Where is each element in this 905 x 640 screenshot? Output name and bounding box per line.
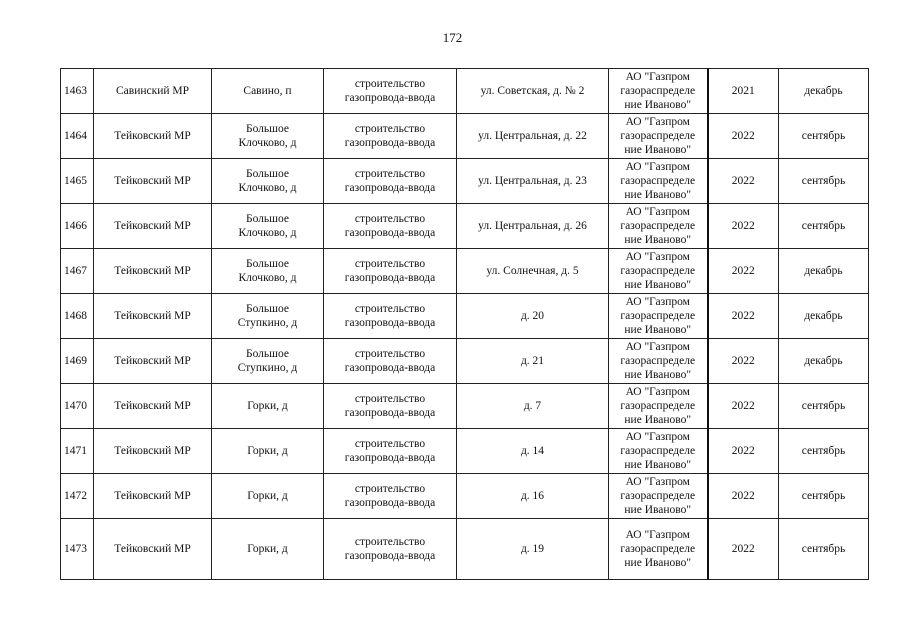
locality-line: Горки, д	[247, 490, 288, 502]
locality-cell	[212, 474, 324, 519]
organization-line: АО "Газпром	[625, 71, 690, 83]
work-type-line: строительство	[354, 536, 426, 548]
organization-line: газораспределе	[620, 175, 696, 187]
month-cell: сентябрь	[779, 519, 869, 580]
organization-cell	[609, 249, 708, 294]
organization-line: газораспределе	[620, 490, 696, 502]
locality-cell	[212, 384, 324, 429]
table-row	[61, 159, 869, 204]
locality-line: Горки, д	[247, 445, 288, 457]
row-number-cell: 1465	[61, 159, 94, 204]
work-type-line: строительство	[354, 78, 426, 90]
locality-line: Большое	[245, 303, 290, 315]
locality-line: Савино, п	[243, 85, 292, 97]
organization-line: газораспределе	[620, 355, 696, 367]
address-cell: д. 7	[457, 384, 609, 429]
table-row	[61, 339, 869, 384]
organization-line: АО "Газпром	[625, 476, 690, 488]
address-cell: д. 14	[457, 429, 609, 474]
locality-cell	[212, 249, 324, 294]
district-cell: Тейковский МР	[94, 474, 212, 519]
district-cell: Тейковский МР	[94, 339, 212, 384]
work-type-line: газопровода-ввода	[344, 182, 436, 194]
year-cell: 2022	[708, 474, 779, 519]
organization-line: газораспределе	[620, 85, 696, 97]
work-type-cell	[324, 204, 457, 249]
organization-line: ние Иваново"	[624, 369, 692, 381]
month-cell: сентябрь	[779, 429, 869, 474]
table-row	[61, 474, 869, 519]
row-number-cell: 1473	[61, 519, 94, 580]
organization-line: ние Иваново"	[624, 324, 692, 336]
table-body	[61, 69, 869, 580]
locality-line: Клочково, д	[238, 227, 297, 239]
work-type-line: газопровода-ввода	[344, 227, 436, 239]
table-row	[61, 204, 869, 249]
address-cell: ул. Советская, д. № 2	[457, 69, 609, 114]
address-cell: д. 19	[457, 519, 609, 580]
organization-line: АО "Газпром	[625, 161, 690, 173]
work-type-cell	[324, 294, 457, 339]
row-number-cell: 1469	[61, 339, 94, 384]
table-row	[61, 294, 869, 339]
work-type-line: газопровода-ввода	[344, 317, 436, 329]
row-number-cell: 1466	[61, 204, 94, 249]
organization-line: АО "Газпром	[625, 296, 690, 308]
work-type-line: газопровода-ввода	[344, 407, 436, 419]
district-cell: Тейковский МР	[94, 429, 212, 474]
table-row	[61, 114, 869, 159]
organization-cell	[609, 384, 708, 429]
locality-line: Большое	[245, 348, 290, 360]
row-number-cell: 1471	[61, 429, 94, 474]
year-cell: 2022	[708, 249, 779, 294]
organization-line: ние Иваново"	[624, 504, 692, 516]
work-type-line: газопровода-ввода	[344, 92, 436, 104]
organization-line: ние Иваново"	[624, 99, 692, 111]
work-type-line: строительство	[354, 258, 426, 270]
organization-line: ние Иваново"	[624, 414, 692, 426]
work-type-cell	[324, 114, 457, 159]
year-cell: 2022	[708, 294, 779, 339]
locality-cell	[212, 114, 324, 159]
organization-line: газораспределе	[620, 265, 696, 277]
organization-line: АО "Газпром	[625, 206, 690, 218]
year-cell: 2021	[708, 69, 779, 114]
work-type-cell	[324, 339, 457, 384]
month-cell: сентябрь	[779, 159, 869, 204]
organization-line: ние Иваново"	[624, 459, 692, 471]
table-row	[61, 384, 869, 429]
locality-line: Клочково, д	[238, 272, 297, 284]
gas-connection-table	[60, 68, 869, 580]
organization-cell	[609, 339, 708, 384]
row-number-cell: 1467	[61, 249, 94, 294]
month-cell: сентябрь	[779, 204, 869, 249]
organization-line: АО "Газпром	[625, 251, 690, 263]
locality-line: Большое	[245, 213, 290, 225]
locality-cell	[212, 204, 324, 249]
work-type-line: газопровода-ввода	[344, 550, 436, 562]
locality-line: Горки, д	[247, 543, 288, 555]
district-cell: Тейковский МР	[94, 384, 212, 429]
month-cell: декабрь	[779, 339, 869, 384]
organization-cell	[609, 114, 708, 159]
work-type-cell	[324, 474, 457, 519]
page-number: 172	[442, 30, 463, 45]
organization-line: ние Иваново"	[624, 234, 692, 246]
district-cell: Тейковский МР	[94, 114, 212, 159]
organization-line: газораспределе	[620, 220, 696, 232]
organization-line: АО "Газпром	[625, 386, 690, 398]
row-number-cell: 1468	[61, 294, 94, 339]
work-type-line: строительство	[354, 213, 426, 225]
work-type-line: строительство	[354, 348, 426, 360]
locality-cell	[212, 519, 324, 580]
organization-line: АО "Газпром	[625, 116, 690, 128]
district-cell: Тейковский МР	[94, 249, 212, 294]
district-cell: Тейковский МР	[94, 159, 212, 204]
locality-cell	[212, 429, 324, 474]
address-cell: д. 16	[457, 474, 609, 519]
work-type-line: газопровода-ввода	[344, 497, 436, 509]
year-cell: 2022	[708, 384, 779, 429]
district-cell: Тейковский МР	[94, 204, 212, 249]
district-cell: Савинский МР	[94, 69, 212, 114]
row-number-cell: 1464	[61, 114, 94, 159]
organization-line: ние Иваново"	[624, 279, 692, 291]
work-type-line: газопровода-ввода	[344, 362, 436, 374]
organization-line: ние Иваново"	[624, 144, 692, 156]
work-type-cell	[324, 519, 457, 580]
year-cell: 2022	[708, 429, 779, 474]
district-cell: Тейковский МР	[94, 294, 212, 339]
locality-line: Ступкино, д	[237, 362, 298, 374]
locality-line: Клочково, д	[238, 182, 297, 194]
organization-line: газораспределе	[620, 400, 696, 412]
organization-line: АО "Газпром	[625, 341, 690, 353]
locality-line: Большое	[245, 123, 290, 135]
address-cell: ул. Солнечная, д. 5	[457, 249, 609, 294]
locality-cell	[212, 339, 324, 384]
address-cell: ул. Центральная, д. 23	[457, 159, 609, 204]
organization-line: газораспределе	[620, 445, 696, 457]
organization-cell	[609, 519, 708, 580]
locality-cell	[212, 159, 324, 204]
locality-line: Большое	[245, 168, 290, 180]
locality-cell	[212, 69, 324, 114]
table-row	[61, 429, 869, 474]
work-type-cell	[324, 249, 457, 294]
locality-cell	[212, 294, 324, 339]
organization-cell	[609, 474, 708, 519]
year-cell: 2022	[708, 204, 779, 249]
address-cell: д. 20	[457, 294, 609, 339]
organization-cell	[609, 294, 708, 339]
district-cell: Тейковский МР	[94, 519, 212, 580]
month-cell: сентябрь	[779, 474, 869, 519]
address-cell: ул. Центральная, д. 26	[457, 204, 609, 249]
month-cell: декабрь	[779, 69, 869, 114]
year-cell: 2022	[708, 159, 779, 204]
organization-cell	[609, 69, 708, 114]
work-type-line: газопровода-ввода	[344, 137, 436, 149]
work-type-line: строительство	[354, 168, 426, 180]
organization-cell	[609, 429, 708, 474]
locality-line: Ступкино, д	[237, 317, 298, 329]
work-type-line: строительство	[354, 393, 426, 405]
organization-line: газораспределе	[620, 543, 696, 555]
work-type-line: строительство	[354, 483, 426, 495]
work-type-line: строительство	[354, 438, 426, 450]
row-number-cell: 1463	[61, 69, 94, 114]
work-type-cell	[324, 159, 457, 204]
organization-line: АО "Газпром	[625, 431, 690, 443]
organization-line: газораспределе	[620, 310, 696, 322]
address-cell: д. 21	[457, 339, 609, 384]
organization-cell	[609, 204, 708, 249]
table-row	[61, 519, 869, 580]
month-cell: сентябрь	[779, 384, 869, 429]
work-type-cell	[324, 384, 457, 429]
work-type-line: строительство	[354, 303, 426, 315]
locality-line: Горки, д	[247, 400, 288, 412]
organization-line: ние Иваново"	[624, 557, 692, 569]
month-cell: сентябрь	[779, 114, 869, 159]
organization-cell	[609, 159, 708, 204]
work-type-cell	[324, 429, 457, 474]
year-cell: 2022	[708, 339, 779, 384]
work-type-line: газопровода-ввода	[344, 272, 436, 284]
table-row	[61, 69, 869, 114]
organization-line: ние Иваново"	[624, 189, 692, 201]
year-cell: 2022	[708, 519, 779, 580]
row-number-cell: 1472	[61, 474, 94, 519]
row-number-cell: 1470	[61, 384, 94, 429]
month-cell: декабрь	[779, 294, 869, 339]
year-cell: 2022	[708, 114, 779, 159]
work-type-line: газопровода-ввода	[344, 452, 436, 464]
work-type-cell	[324, 69, 457, 114]
work-type-line: строительство	[354, 123, 426, 135]
locality-line: Большое	[245, 258, 290, 270]
address-cell: ул. Центральная, д. 22	[457, 114, 609, 159]
organization-line: газораспределе	[620, 130, 696, 142]
table-row	[61, 249, 869, 294]
locality-line: Клочково, д	[238, 137, 297, 149]
month-cell: декабрь	[779, 249, 869, 294]
organization-line: АО "Газпром	[625, 529, 690, 541]
